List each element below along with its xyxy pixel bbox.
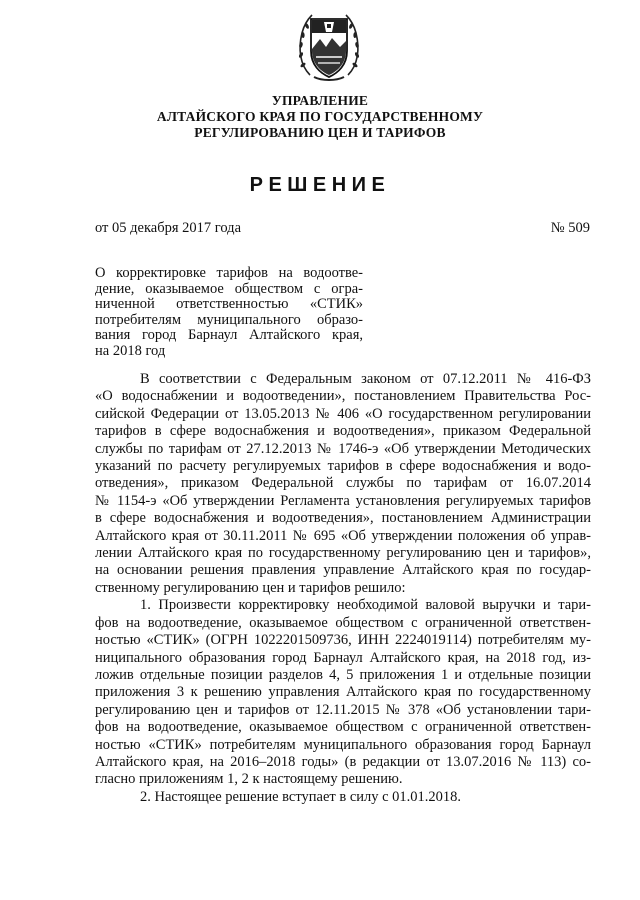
document-subject: [95, 266, 363, 359]
body-line: № 1154-э «Об утверждении Регламента установления регулируемых тарифов: [95, 492, 591, 509]
body-line: ложив отдельные позиции разделов 4, 5 приложения 1 и отдельные позиции: [95, 666, 591, 683]
body-line: в сфере водоснабжения и водоотведения», постановлением Администрации: [95, 510, 591, 527]
authority-line-3: РЕГУЛИРОВАНИЮ ЦЕН И ТАРИФОВ: [194, 125, 446, 140]
subject-line: вания город Барнаул Алтайского края,: [95, 327, 363, 343]
issuing-authority: [0, 93, 640, 141]
body-line: Алтайского края, на 2016–2018 годы» (в редакции от 13.07.2016 № 113) со-: [95, 753, 591, 770]
body-line: на основании решения правления управление Алтайского края по государ-: [95, 562, 591, 579]
subject-line: на 2018 год: [95, 342, 166, 359]
altai-krai-coat-of-arms-icon: [296, 5, 362, 85]
document-number: № 509: [550, 220, 590, 236]
document-date: от 05 декабря 2017 года: [95, 220, 241, 236]
body-line: фов на водоотведение, оказываемое обществом с ограниченной ответствен-: [95, 614, 591, 631]
body-line: Алтайского края от 30.11.2011 № 695 «Об утверждении положения об управ-: [95, 527, 591, 544]
body-line: службы по тарифам от 27.12.2013 № 1746-э «Об утверждении Методических: [95, 440, 591, 457]
document-type-title: РЕШЕНИЕ: [249, 174, 391, 196]
body-line: лении Алтайского края по государственному регулированию цен и тарифов»,: [95, 545, 591, 562]
body-line: ственному регулированию цен и тарифов решило:: [95, 579, 406, 596]
body-line: приложения 3 к решению управления Алтайского края по государственному: [95, 684, 591, 701]
body-line: «О водоснабжении и водоотведении», постановлением Правительства Рос-: [95, 388, 591, 405]
subject-line: потребителям муниципального образо-: [95, 311, 363, 328]
body-line: 1. Произвести корректировку необходимой валовой выручки и тари-: [140, 597, 591, 614]
body-line: 2. Настоящее решение вступает в силу с 01.01.2018.: [140, 788, 462, 805]
body-line: сийской Федерации от 13.05.2013 № 406 «О государственном регулировании: [95, 405, 591, 422]
subject-line: ниченной ответственностью «СТИК»: [95, 296, 363, 312]
authority-line-2: АЛТАЙСКОГО КРАЯ ПО ГОСУДАРСТВЕННОМУ: [156, 109, 484, 124]
body-line: ностью «СТИК» (ОГРН 1022201509736, ИНН 2224019114) потребителям му-: [95, 632, 591, 649]
body-line: фов на водоотведение, оказываемое обществом с ограниченной ответствен-: [95, 719, 591, 736]
document-body: [95, 371, 591, 806]
body-line: ностью «СТИК» потребителям муниципального образования город Барнаул: [95, 736, 591, 753]
authority-line-1: УПРАВЛЕНИЕ: [271, 93, 369, 108]
body-line: В соответствии с Федеральным законом от 07.12.2011 № 416-ФЗ: [140, 371, 591, 387]
body-line: указаний по расчету регулируемых тарифов в сфере водоснабжения и водо-: [95, 458, 591, 475]
subject-line: дение, оказываемое обществом с огра-: [95, 280, 363, 297]
subject-line: О корректировке тарифов на водоотве-: [95, 265, 363, 281]
body-line: гласно приложениям 1, 2 к настоящему решению.: [95, 771, 403, 788]
body-line: тарифов в сфере водоснабжения и водоотведения», приказом Федеральной: [95, 423, 591, 440]
body-line: отведения», приказом Федеральной службы по тарифам от 16.07.2014: [95, 475, 591, 492]
body-line: регулированию цен и тарифов от 12.11.2015 № 378 «Об установлении тари-: [95, 701, 591, 718]
body-line: ниципального образования город Барнаул Алтайского края, на 2018 год, из-: [95, 649, 591, 666]
